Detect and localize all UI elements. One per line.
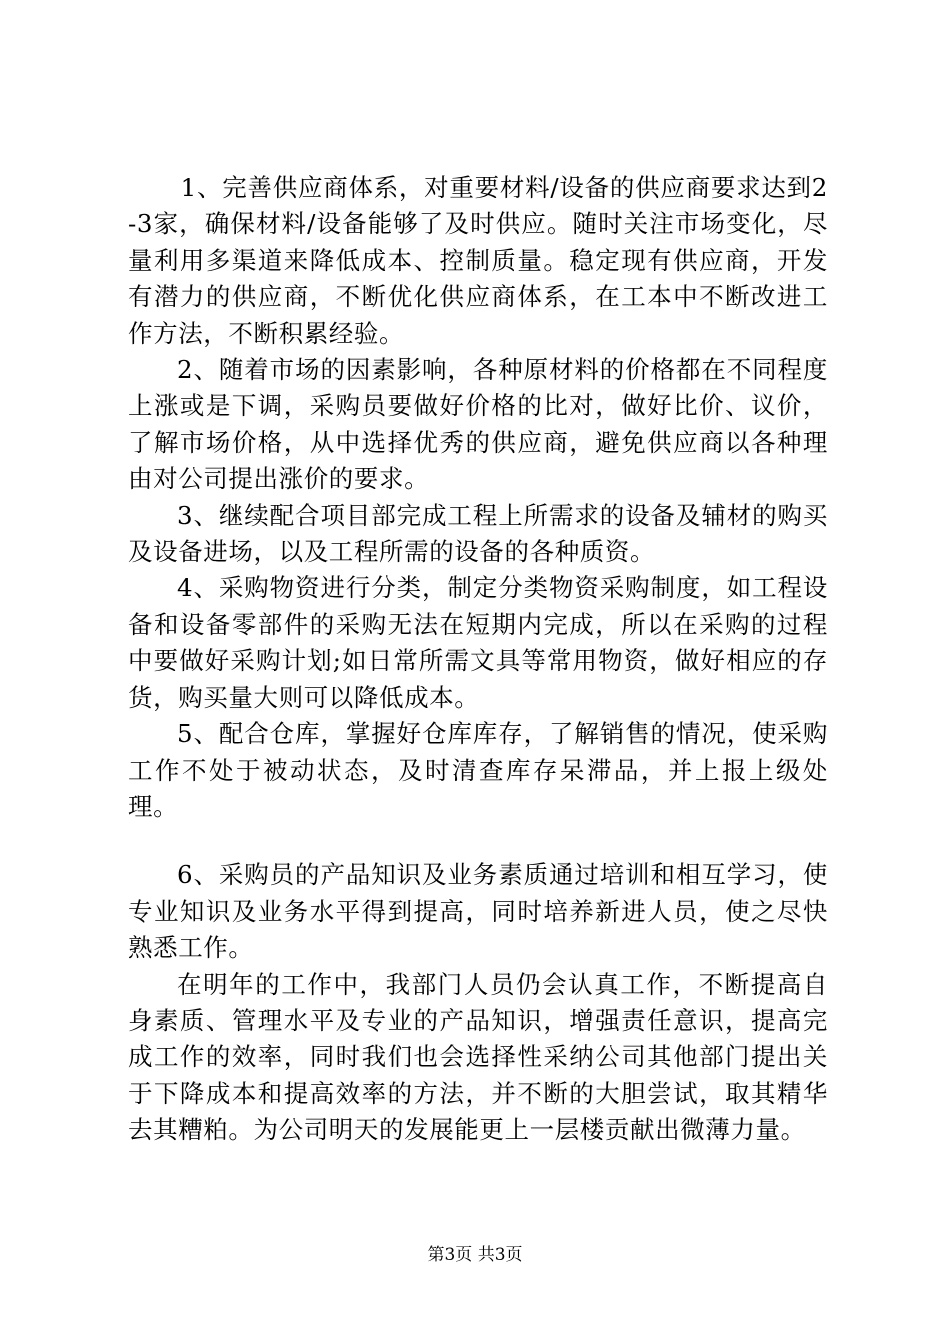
document-body	[128, 170, 828, 1149]
page-number-footer: 第3页 共3页	[427, 1245, 523, 1265]
paragraph-1: 1、完善供应商体系，对重要材料/设备的供应商要求达到2-3家，确保材料/设备能够了及时供应。随时关注市场变化，尽量利用多渠道来降低成本、控制质量。稳定现有供应商，开发有潜力的供应商，不断优化供应商体系，在工本中不断改进工作方法，不断积累经验。	[128, 173, 828, 348]
paragraph-spacer	[128, 825, 828, 857]
paragraph-5: 5、配合仓库，掌握好仓库库存，了解销售的情况，使采购工作不处于被动状态，及时清查库存呆滞品，并上报上级处理。	[128, 719, 828, 821]
paragraph-3: 3、继续配合项目部完成工程上所需求的设备及辅材的购买及设备进场，以及工程所需的设备的各种质资。	[128, 500, 828, 567]
paragraph-2: 2、随着市场的因素影响，各种原材料的价格都在不同程度上涨或是下调，采购员要做好价格的比对，做好比价、议价，了解市场价格，从中选择优秀的供应商，避免供应商以各种理由对公司提出涨价的要求。	[128, 355, 828, 494]
paragraph-closing: 在明年的工作中，我部门人员仍会认真工作，不断提高自身素质、管理水平及专业的产品知识，增强责任意识，提高完成工作的效率，同时我们也会选择性采纳公司其他部门提出关于下降成本和提高效率的方法，并不断的大胆尝试，取其精华去其糟粕。为公司明天的发展能更上一层楼贡献出微薄力量。	[128, 969, 828, 1145]
paragraph-6: 6、采购员的产品知识及业务素质通过培训和相互学习，使专业知识及业务水平得到提高，同时培养新进人员，使之尽快熟悉工作。	[128, 860, 828, 963]
paragraph-4: 4、采购物资进行分类，制定分类物资采购制度，如工程设备和设备零部件的采购无法在短期内完成，所以在采购的过程中要做好采购计划;如日常所需文具等常用物资，做好相应的存货，购买量大则可以降低成本。	[128, 573, 828, 712]
